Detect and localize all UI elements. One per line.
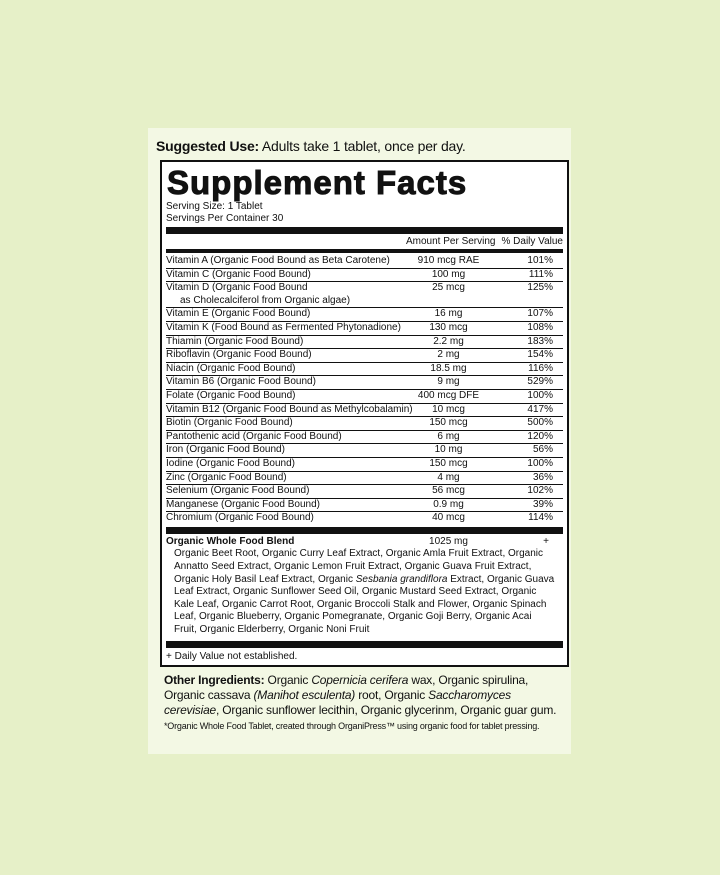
nutrient-dv: 125% xyxy=(527,282,553,294)
nutrient-name-text: Pantothenic acid (Organic Food Bound) xyxy=(166,430,342,442)
nutrient-name-text: Vitamin B6 (Organic Food Bound) xyxy=(166,376,316,388)
nutrient-row xyxy=(166,457,563,471)
nutrient-name-text: Thiamin (Organic Food Bound) xyxy=(166,335,304,347)
nutrient-name xyxy=(166,308,416,321)
nutrient-amount: 150 mcg xyxy=(429,457,468,469)
nutrient-row xyxy=(166,348,563,362)
other-text-italic: Copernicia cerifera xyxy=(311,672,409,687)
nutrient-name xyxy=(166,458,416,471)
nutrient-name xyxy=(166,431,416,444)
nutrient-row xyxy=(166,375,563,389)
other-text-italic: (Manihot esculenta) xyxy=(253,687,356,702)
facts-title: Supplement Facts xyxy=(167,164,468,201)
nutrient-amount: 2 mg xyxy=(437,349,460,361)
other-ingredients-label: Other Ingredients: xyxy=(164,672,265,687)
nutrient-name xyxy=(166,322,416,335)
nutrient-name xyxy=(166,404,416,417)
supplement-label xyxy=(148,128,571,740)
nutrient-name xyxy=(166,376,416,389)
nutrient-amount: 16 mg xyxy=(434,308,463,320)
amount-header: Amount Per Serving xyxy=(405,236,496,247)
nutrient-name-text: Folate (Organic Food Bound) xyxy=(166,389,296,401)
nutrient-dv: 120% xyxy=(527,430,553,442)
blend-ingredients xyxy=(166,548,563,636)
nutrient-name xyxy=(166,417,416,430)
dv-header: % Daily Value xyxy=(501,236,563,247)
other-text-italic: Saccharomyces cerevisiae xyxy=(164,687,511,717)
blend-name: Organic Whole Food Blend xyxy=(166,535,295,547)
nutrient-dv: 108% xyxy=(527,321,553,333)
nutrient-row xyxy=(166,268,563,282)
nutrient-dv: 101% xyxy=(527,255,553,266)
nutrient-name-text: Vitamin E (Organic Food Bound) xyxy=(166,308,311,320)
nutrient-row xyxy=(166,403,563,417)
suggested-use xyxy=(148,128,571,160)
nutrient-row xyxy=(166,416,563,430)
nutrient-amount: 56 mcg xyxy=(432,485,465,497)
serving-size: Serving Size: 1 Tablet xyxy=(166,201,263,212)
nutrient-name-text: Manganese (Organic Food Bound) xyxy=(166,498,320,510)
nutrient-name xyxy=(166,499,416,512)
nutrient-name-text: Iodine (Organic Food Bound) xyxy=(166,457,295,469)
nutrient-row xyxy=(166,430,563,444)
blend-dv: + xyxy=(543,535,549,547)
nutrient-amount: 400 mcg DFE xyxy=(417,389,480,401)
nutrient-row xyxy=(166,321,563,335)
nutrient-row xyxy=(166,362,563,376)
nutrient-amount: 150 mcg xyxy=(429,417,468,429)
nutrient-name xyxy=(166,336,416,349)
blend-amount: 1025 mg xyxy=(429,535,468,547)
other-text: , Organic sunflower lecithin, Organic glycerinm, Organic guar gum. xyxy=(216,702,557,717)
nutrient-amount: 18.5 mg xyxy=(430,362,467,374)
nutrient-rows xyxy=(166,255,563,525)
nutrient-name xyxy=(166,269,416,282)
nutrient-name xyxy=(166,485,416,498)
nutrient-row xyxy=(166,281,563,307)
nutrient-name xyxy=(166,282,416,307)
nutrient-dv: 56% xyxy=(532,444,553,456)
nutrient-name-text: Vitamin A (Organic Food Bound as Beta Carotene) xyxy=(166,255,390,266)
nutrient-name-text: Niacin (Organic Food Bound) xyxy=(166,362,296,374)
other-text: Organic xyxy=(264,672,312,687)
nutrient-dv: 100% xyxy=(527,389,553,401)
other-text: wax, Organic spirulina, Organic cassava xyxy=(164,672,529,702)
nutrient-row xyxy=(166,471,563,485)
nutrient-amount: 10 mcg xyxy=(432,403,465,415)
nutrient-dv: 39% xyxy=(532,498,553,510)
nutrient-row xyxy=(166,511,563,525)
nutrient-name-text: Biotin (Organic Food Bound) xyxy=(166,417,293,429)
nutrient-dv: 111% xyxy=(528,268,553,280)
suggested-use-label: Suggested Use: xyxy=(156,138,259,154)
nutrient-dv: 529% xyxy=(527,376,553,388)
nutrient-dv: 154% xyxy=(527,349,553,361)
nutrient-dv: 107% xyxy=(527,308,553,320)
nutrient-amount: 10 mg xyxy=(434,444,463,456)
nutrient-row xyxy=(166,498,563,512)
nutrient-dv: 183% xyxy=(527,335,553,347)
servings-per-container: Servings Per Container 30 xyxy=(166,213,284,224)
nutrient-row xyxy=(166,255,563,268)
suggested-use-text: Adults take 1 tablet, once per day. xyxy=(261,138,466,154)
other-text: root, Organic xyxy=(355,687,429,702)
nutrient-dv: 500% xyxy=(527,417,553,429)
divider-thick xyxy=(166,641,563,648)
nutrient-name-text: Iron (Organic Food Bound) xyxy=(166,444,285,456)
nutrient-name xyxy=(166,472,416,485)
whole-food-blend xyxy=(166,536,563,637)
column-header xyxy=(166,235,563,248)
nutrient-name xyxy=(166,363,416,376)
nutrient-name-text: Vitamin C (Organic Food Bound) xyxy=(166,268,311,280)
nutrient-name xyxy=(166,444,416,457)
nutrient-name-text: Vitamin B12 (Organic Food Bound as Methylcobalamin) xyxy=(166,403,413,415)
nutrient-dv: 36% xyxy=(532,471,553,483)
nutrient-name-text: Vitamin K (Food Bound as Fermented Phytonadione) xyxy=(166,321,401,333)
divider-thick xyxy=(166,227,563,234)
divider-thick xyxy=(166,527,563,534)
nutrient-amount: 2.2 mg xyxy=(433,335,464,347)
nutrient-dv: 100% xyxy=(527,457,553,469)
divider-medium xyxy=(166,249,563,253)
nutrient-amount: 40 mcg xyxy=(432,512,465,524)
nutrient-name xyxy=(166,512,416,525)
other-ingredients xyxy=(148,667,571,718)
blend-text-part: Organic Beet Root, Organic Curry Leaf Extract, Organic Amla Fruit Extract, Organic Annatto Seed Extract, Organic Lemon Fruit Extract, Organic Guava Fruit Extract, Organic Holy Basil Leaf Extract, Organic xyxy=(174,548,544,585)
nutrient-amount: 4 mg xyxy=(437,471,460,483)
nutrient-name-sub: as Cholecalciferol from Organic algae) xyxy=(180,294,351,306)
nutrient-name-text: Zinc (Organic Food Bound) xyxy=(166,471,287,483)
nutrient-amount: 6 mg xyxy=(437,430,460,442)
nutrient-row xyxy=(166,335,563,349)
blend-header xyxy=(166,536,563,549)
nutrient-amount: 25 mcg xyxy=(432,282,465,294)
nutrient-name xyxy=(166,390,416,403)
nutrient-row xyxy=(166,443,563,457)
tablet-note: *Organic Whole Food Tablet, created through OrganiPress™ using organic food for tablet pressing. xyxy=(164,720,540,731)
blend-text-italic: Sesbania grandiflora xyxy=(355,573,448,585)
nutrient-amount: 100 mg xyxy=(431,268,466,280)
nutrient-name-text: Chromium (Organic Food Bound) xyxy=(166,512,314,524)
nutrient-amount: 9 mg xyxy=(437,376,460,388)
nutrient-amount: 130 mcg xyxy=(429,321,468,333)
nutrient-dv: 116% xyxy=(528,362,553,374)
nutrient-amount: 910 mcg RAE xyxy=(417,255,480,266)
nutrient-dv: 417% xyxy=(527,403,553,415)
supplement-facts-panel xyxy=(160,160,569,667)
nutrient-dv: 102% xyxy=(527,485,553,497)
nutrient-row xyxy=(166,484,563,498)
nutrient-dv: 114% xyxy=(528,512,553,524)
blend-text-part: Extract, Organic Guava Leaf Extract, Organic Sunflower Seed Oil, Organic Mustard Seed Extract, Organic Kale Leaf, Organic Carrot Root, Organic Broccoli Stalk and Flower, Organic Spinach Leaf, Organic Blueberry, Organic Pomegranate, Organic Goji Berry, Organic Acai Fruit, Organic Elderberry, Organic Noni Fruit xyxy=(174,573,555,636)
nutrient-name-text: Selenium (Organic Food Bound) xyxy=(166,485,310,497)
nutrient-amount: 0.9 mg xyxy=(433,498,464,510)
nutrient-name-text: Riboflavin (Organic Food Bound) xyxy=(166,349,312,361)
nutrient-row xyxy=(166,307,563,321)
nutrient-row xyxy=(166,389,563,403)
nutrient-name-text: Vitamin D (Organic Food Bound xyxy=(166,282,308,294)
nutrient-name xyxy=(166,255,416,268)
nutrient-name xyxy=(166,349,416,362)
footnote: + Daily Value not established. xyxy=(166,650,298,662)
